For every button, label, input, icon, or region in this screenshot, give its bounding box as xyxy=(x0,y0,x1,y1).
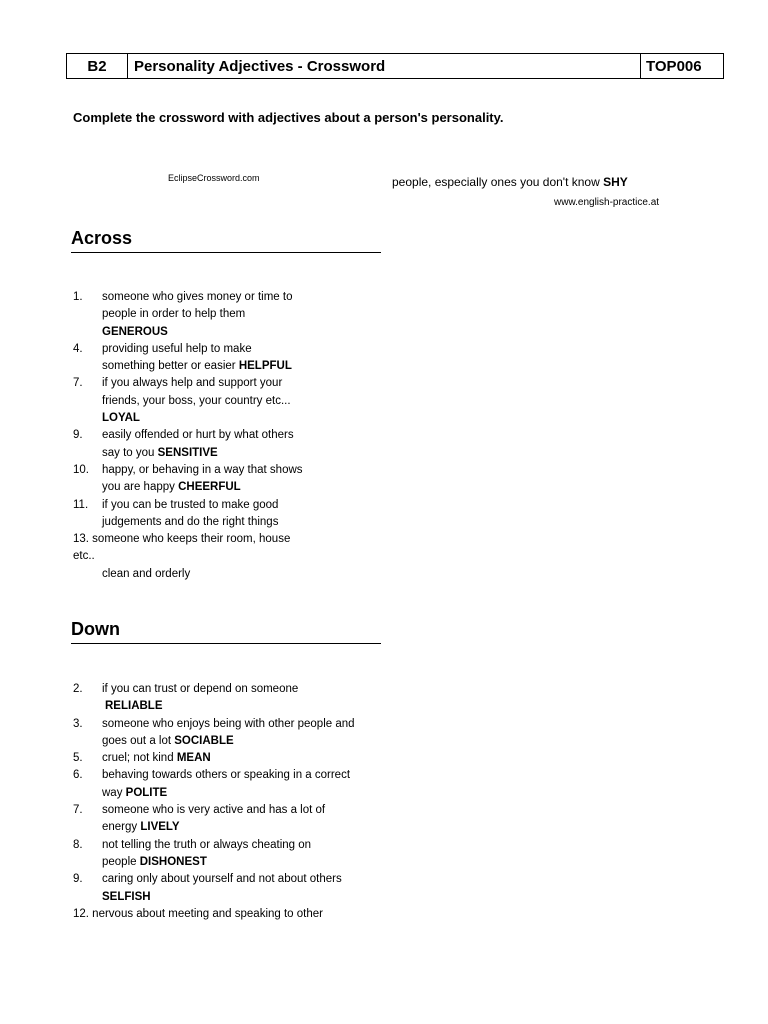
clue-text: people xyxy=(102,855,137,868)
down-clue xyxy=(73,716,393,751)
clue-number: 9. xyxy=(73,429,83,442)
across-clue xyxy=(73,427,393,462)
clue-text: easily offended or hurt by what others xyxy=(102,429,294,442)
clue-12-answer: SHY xyxy=(603,175,628,189)
clue-number: 3. xyxy=(73,717,83,730)
clue-text: judgements and do the right things xyxy=(102,515,279,528)
down-heading: Down xyxy=(71,619,381,644)
clue-answer: SENSITIVE xyxy=(157,446,218,459)
clue-number: 9. xyxy=(73,873,83,886)
clue-text: someone who enjoys being with other people and xyxy=(102,717,355,730)
down-clue xyxy=(73,906,393,923)
across-clue xyxy=(73,375,393,427)
clue-number: 7. xyxy=(73,804,83,817)
clue-text: way xyxy=(102,786,123,799)
clue-answer: CHEERFUL xyxy=(178,481,241,494)
clue-12-continuation xyxy=(392,175,628,189)
across-clues xyxy=(73,289,393,583)
clue-answer: HELPFUL xyxy=(238,360,292,373)
worksheet-header xyxy=(66,53,724,79)
clue-text: goes out a lot xyxy=(102,734,172,747)
clue-text: cruel; not kind xyxy=(102,752,174,765)
across-clue xyxy=(73,289,393,341)
across-clue xyxy=(73,497,393,532)
clue-text: 13. someone who keeps their room, house xyxy=(73,533,291,546)
clue-text: if you always help and support your xyxy=(102,377,283,390)
clue-text: etc.. xyxy=(73,550,95,563)
clue-text: you are happy xyxy=(102,481,175,494)
clue-answer: LIVELY xyxy=(140,821,180,834)
clue-number: 5. xyxy=(73,752,83,765)
clue-text: people in order to help them xyxy=(102,308,246,321)
clue-text: happy, or behaving in a way that shows xyxy=(102,463,303,476)
clue-text: friends, your boss, your country etc... xyxy=(102,394,291,407)
clue-answer: GENEROUS xyxy=(102,325,168,338)
down-clues xyxy=(73,681,393,923)
across-clue xyxy=(73,462,393,497)
worksheet-code: TOP006 xyxy=(646,57,702,75)
clue-text: if you can be trusted to make good xyxy=(102,498,279,511)
clue-answer: SELFISH xyxy=(102,890,151,903)
clue-text: providing useful help to make xyxy=(102,342,252,355)
across-clue xyxy=(73,531,393,583)
clue-text: not telling the truth or always cheating on xyxy=(102,838,312,851)
clue-text: behaving towards others or speaking in a correct xyxy=(102,769,351,782)
clue-number: 8. xyxy=(73,838,83,851)
site-url: www.english-practice.at xyxy=(554,197,660,208)
clue-number: 11. xyxy=(73,498,89,511)
clue-number: 1. xyxy=(73,291,83,303)
instructions: Complete the crossword with adjectives about a person's personality. xyxy=(73,110,504,125)
down-clue xyxy=(73,802,393,837)
across-heading: Across xyxy=(71,228,381,253)
crossword-credit: EclipseCrossword.com xyxy=(168,173,260,183)
clue-text: someone who is very active and has a lot of xyxy=(102,804,326,817)
clue-text: if you can trust or depend on someone xyxy=(102,683,299,695)
clue-answer: SOCIABLE xyxy=(174,734,234,747)
clue-answer: MEAN xyxy=(176,752,211,765)
down-clue xyxy=(73,837,393,872)
across-clue xyxy=(73,341,393,376)
level-label: B2 xyxy=(67,54,128,78)
clue-answer: POLITE xyxy=(125,786,168,799)
clue-number: 4. xyxy=(73,342,83,355)
clue-number: 7. xyxy=(73,377,83,390)
down-clue xyxy=(73,681,393,716)
down-clue xyxy=(73,871,393,906)
clue-answer: RELIABLE xyxy=(105,700,163,713)
clue-text: 12. nervous about meeting and speaking to other xyxy=(73,907,323,920)
clue-number: 10. xyxy=(73,463,89,476)
clue-answer: LOYAL xyxy=(102,412,140,425)
down-clue xyxy=(73,767,393,802)
clue-text: energy xyxy=(102,821,138,834)
clue-text: someone who gives money or time to xyxy=(102,291,293,303)
clue-text: clean and orderly xyxy=(102,567,191,580)
clue-text: caring only about yourself and not about others xyxy=(102,873,342,886)
clue-number: 6. xyxy=(73,769,83,782)
down-clue xyxy=(73,750,393,767)
clue-text: something better or easier xyxy=(102,360,236,373)
clue-12-continuation-text: people, especially ones you don't know xyxy=(392,175,600,189)
clue-text: say to you xyxy=(102,446,155,459)
worksheet-title: Personality Adjectives - Crossword xyxy=(128,54,641,78)
clue-number: 2. xyxy=(73,683,83,695)
clue-answer: DISHONEST xyxy=(139,855,207,868)
